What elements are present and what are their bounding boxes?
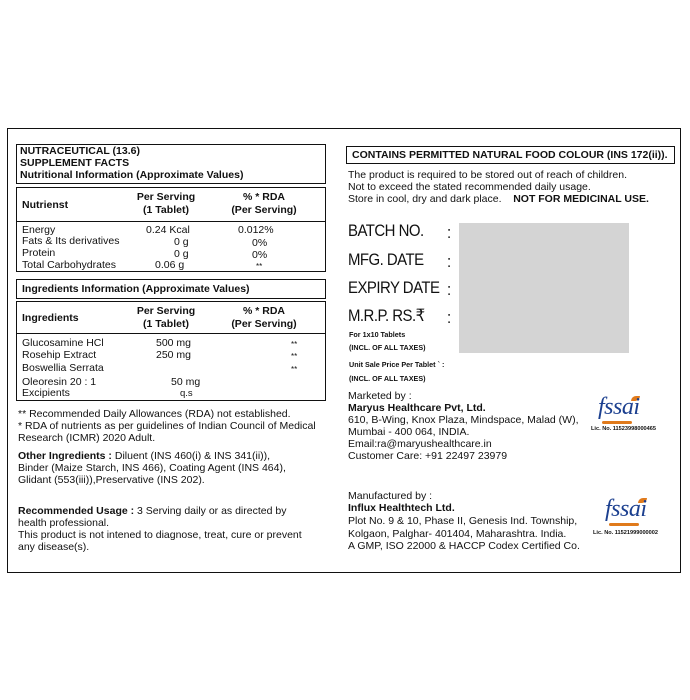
marketer-address-1: 610, B-Wing, Knox Plaza, Mindspace, Malad (W), <box>348 414 579 426</box>
ing-per-tablet-header: (1 Tablet) <box>143 318 189 330</box>
ing-per-serving-header: Per Serving <box>136 305 196 317</box>
fssai-swoosh-icon <box>602 421 632 424</box>
per-serving-header: Per Serving <box>136 191 196 203</box>
batch-no-label: BATCH NO. <box>348 221 424 240</box>
storage-line2: Not to exceed the stated recommended daily usage. <box>348 181 591 193</box>
manufactured-by-label: Manufactured by : <box>348 490 433 502</box>
incl-taxes-2: (INCL. OF ALL TAXES) <box>349 374 426 383</box>
manufacturer-name: Influx Healthtech Ltd. <box>348 502 455 514</box>
ingredients-info-title: Ingredients Information (Approximate Values) <box>22 283 250 295</box>
storage-line3: Store in cool, dry and dark place. NOT FOR MEDICINAL USE. <box>348 193 649 205</box>
other-ingredients-line3: Glidant (553(iii)),Preservative (INS 202). <box>18 474 205 486</box>
marketer-email: Email:ra@maryushealthcare.in <box>348 438 492 450</box>
other-ingredients-line1: Other Ingredients : Diluent (INS 460(i) & INS 341(ii)), <box>18 450 271 462</box>
rda-guideline-1: * RDA of nutrients as per guidelines of Indian Council of Medical <box>18 420 316 432</box>
other-ingredients-line2: Binder (Maize Starch, INS 466), Coating Agent (INS 464), <box>18 462 286 474</box>
fssai-logo-marketer: fssai <box>598 394 648 424</box>
fssai-license-manufacturer: Lic. No. 11521999000002 <box>593 530 658 536</box>
rda-guideline-2: Research (ICMR) 2020 Adult. <box>18 432 156 444</box>
nutrients-col-header: Nutrienst <box>22 199 69 211</box>
batch-info-placeholder <box>459 223 629 353</box>
usage-line1: Recommended Usage : 3 Serving daily or as directed by <box>18 505 287 517</box>
rda-note: ** Recommended Daily Allowances (RDA) not established. <box>18 408 291 420</box>
unit-sale-price: Unit Sale Price Per Tablet ` : <box>349 360 445 369</box>
customer-care: Customer Care: +91 22497 23979 <box>348 450 508 462</box>
mrp-label: M.R.P. RS.₹ <box>348 306 425 325</box>
for-tablets-text: For 1x10 Tablets <box>349 330 406 339</box>
usage-line2: health professional. <box>18 517 110 529</box>
fssai-swoosh-icon <box>609 523 639 526</box>
mfg-date-label: MFG. DATE <box>348 250 424 269</box>
manufacturer-address-1: Plot No. 9 & 10, Phase II, Genesis Ind. Township, <box>348 515 578 527</box>
manufacturer-certifications: A GMP, ISO 22000 & HACCP Codex Certified Co. <box>348 540 580 552</box>
ing-rda-per-serving-header: (Per Serving) <box>231 318 297 330</box>
fssai-logo-manufacturer: fssai <box>605 496 655 526</box>
rda-header: % * RDA <box>242 191 285 203</box>
manufacturer-address-2: Kolgaon, Palghar- 401404, Maharashtra. India. <box>348 528 567 540</box>
marketed-by-label: Marketed by : <box>348 390 412 402</box>
marketer-address-2: Mumbai - 400 064, INDIA. <box>348 426 470 438</box>
ing-rda-header: % * RDA <box>242 305 285 317</box>
incl-taxes-1: (INCL. OF ALL TAXES) <box>349 343 426 352</box>
marketer-name: Maryus Healthcare Pvt, Ltd. <box>348 402 486 414</box>
nutritional-info-title: Nutritional Information (Approximate Values) <box>20 169 244 181</box>
rda-per-serving-header: (Per Serving) <box>231 204 297 216</box>
nutraceutical-title: NUTRACEUTICAL (13.6) <box>20 145 140 157</box>
storage-line1: The product is required to be stored out of reach of children. <box>348 169 627 181</box>
expiry-date-label: EXPIRY DATE <box>348 278 440 297</box>
supplement-facts-title: SUPPLEMENT FACTS <box>20 157 130 169</box>
per-tablet-header: (1 Tablet) <box>143 204 189 216</box>
food-colour-text: CONTAINS PERMITTED NATURAL FOOD COLOUR (INS 172(ii)). <box>352 149 668 161</box>
ingredients-col-header: Ingredients <box>22 312 79 324</box>
usage-line3: This product is not intened to diagnose, treat, cure or prevent <box>18 529 302 541</box>
usage-line4: any disease(s). <box>18 541 90 553</box>
product-label: NUTRACEUTICAL (13.6) SUPPLEMENT FACTS Nutritional Information (Approximate Values) Nutrienst Per Serving (1 Tablet) % * RDA (Per Serving) Energy 0.24 Kcal 0.012% Fats & Its derivatives 0 g 0% Protein 0 g 0% Total Carbohydrates 0.06 g ** Ingredients Information (Approximate Values) Ingredients Per Serving (1 Tablet) % * RDA (Per Serving) Glucosamine HCl 500 mg ** Rosehip Extract 250 mg ** Boswellia Serrata ** Oleoresin 20 : 1 50 mg Excipients q.s ** Recommended Daily Allowances (RDA) not established. * RDA of nutrients as per guidelines of Indian Council of Medical Research (ICMR) 2020 Adult. Other Ingredients : Diluent (INS 460(i) & INS 341(ii)), Binder (Maize Starch, INS 466), Coating Agent (INS 464), Glidant (553(iii)),Preservative (INS 202). Recommended Usage : 3 Serving daily or as directed by health professional. This product is not intened to diagnose, treat, cure or prevent any disease(s). CONTAINS PERMITTED NATURAL FOOD COLOUR (INS 172(ii)). The product is required to be stored out of reach of children. Not to exceed the stated recommended daily usage. Store in cool, dry and dark place. NOT FOR MEDICINAL USE. BATCH NO. : MFG. DATE : EXPIRY DATE : M.R.P. RS.₹ : For 1x10 Tablets (INCL. OF ALL TAXES) Unit Sale Price Per Tablet ` : (INCL. OF ALL TAXES) Marketed by : Maryus Healthcare Pvt, Ltd. 610, B-Wing, Knox Plaza, Mindspace, Malad (W), Mumbai - 400 064, INDIA. Email:ra@maryushealthcare.in Customer Care: +91 22497 23979 fssai Lic. No. 11523998000465 Manufactured by : Influx Healthtech Ltd. Plot No. 9 & 10, Phase II, Genesis Ind. Township, Kolgaon, Palghar- 401404, Maharashtra. India. A GMP, ISO 22000 & HACCP Codex Certified Co. fssai Lic. No. 11521999000002 <box>7 128 681 573</box>
fssai-license-marketer: Lic. No. 11523998000465 <box>591 426 656 432</box>
